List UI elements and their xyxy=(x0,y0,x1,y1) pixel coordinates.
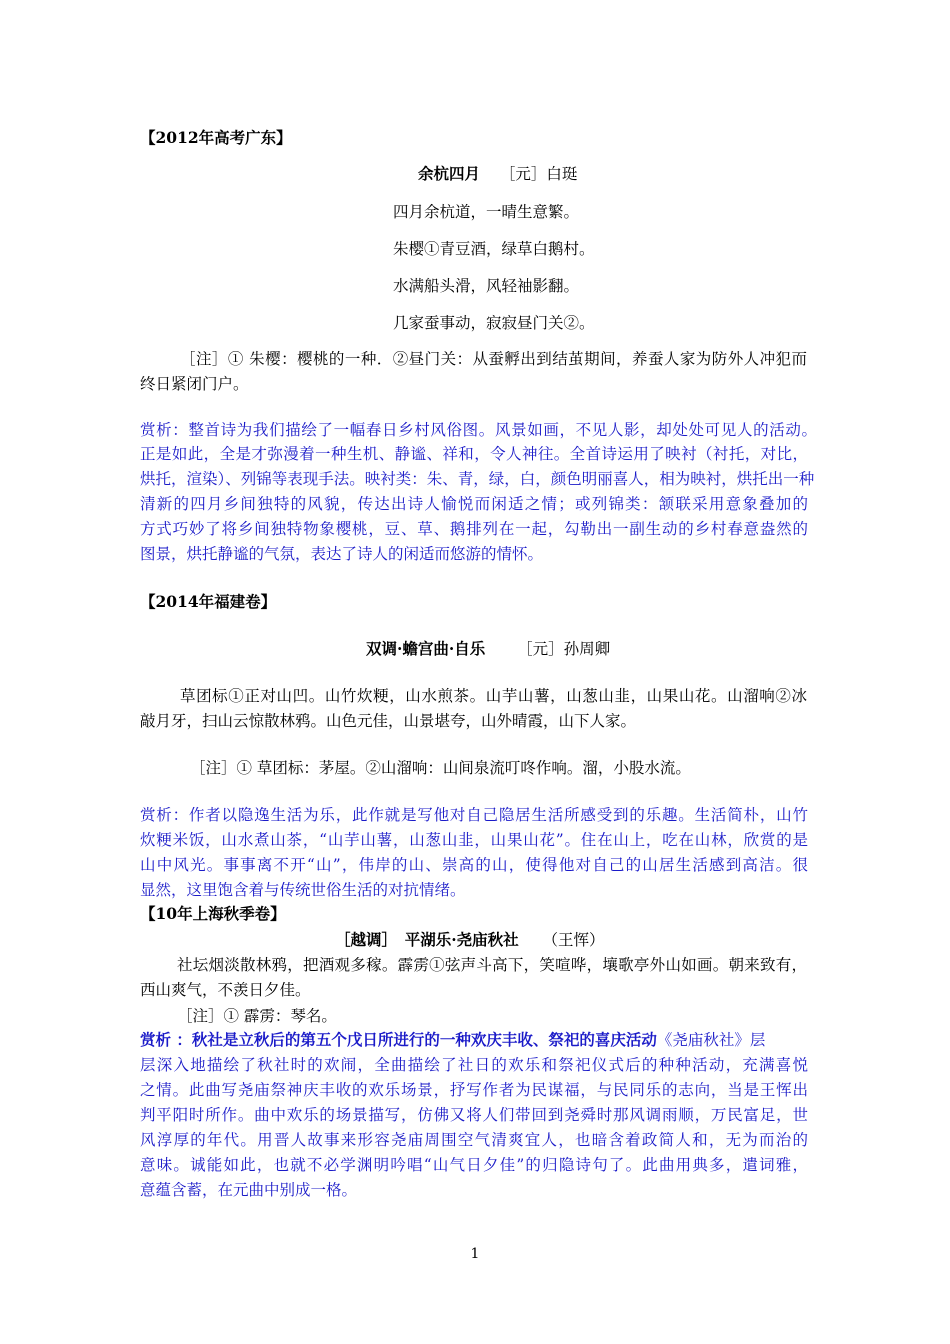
analysis-line: 烘托，渲染）、列锦等表现手法。映衬类：朱、青，绿，白，颜色明丽喜人，相为映衬，烘托出一种 xyxy=(140,470,815,488)
poem-heading xyxy=(418,162,577,186)
poem-author: （王恽） xyxy=(542,931,605,949)
analysis-line: 之情。此曲写尧庙祭神庆丰收的欢乐场景，抒写作者为民谋福，与民同乐的志向，当是王恽出 xyxy=(140,1081,808,1099)
analysis-line: 风淳厚的年代。用晋人故事来形容尧庙周围空气清爽宜人，也暗含着政简人和，无为而治的 xyxy=(140,1131,808,1149)
poem-title: 余杭四月 xyxy=(418,164,481,183)
poem-line: 朱樱①青豆酒，绿草白鹅村。 xyxy=(393,240,595,258)
poem-body-line: 敲月牙，扫山云惊散林鸦。山色元佳，山景堪夸，山外晴霞，山下人家。 xyxy=(140,712,637,730)
poem-title: ［越调］ 平湖乐·尧庙秋社 xyxy=(335,930,519,949)
poem-body-line: 草团标①正对山凹。山竹炊粳，山水煎茶。山芋山薯，山葱山韭，山果山花。山溜响②冰 xyxy=(180,687,807,705)
analysis-line: 判平阳时所作。曲中欢乐的场景描写，仿佛又将人们带回到尧舜时那风调雨顺，万民富足，世 xyxy=(140,1106,808,1124)
analysis-line: 清新的四月乡间独特的风貌，传达出诗人愉悦而闲适之情；或列锦类：颔联采用意象叠加的 xyxy=(140,495,808,513)
page-number: 1 xyxy=(470,1246,480,1262)
analysis-line: 赏析：作者以隐逸生活为乐，此作就是写他对自己隐居生活所感受到的乐趣。生活简朴，山竹 xyxy=(140,806,808,824)
poem-line: 水满船头滑，风轻袖影翻。 xyxy=(393,277,580,295)
analysis-line: 山中风光。事事离不开“山”，伟岸的山、崇高的山，使得他对自己的山居生活感到高洁。很 xyxy=(140,856,808,874)
analysis-line: 赏析：整首诗为我们描绘了一幅春日乡村风俗图。风景如画，不见人影，却处处可见人的活动。 xyxy=(140,421,817,439)
analysis-line: 意蕴含蓄，在元曲中别成一格。 xyxy=(140,1181,358,1199)
analysis-line: 层深入地描绘了秋社时的欢闹，全曲描绘了社日的欢乐和祭祀仪式后的种种活动，充满喜悦 xyxy=(140,1056,808,1074)
poem-heading xyxy=(366,637,610,661)
poem-title: 双调·蟾宫曲·自乐 xyxy=(366,639,486,658)
poem-note: ［注］① 霹雳：琴名。 xyxy=(177,1007,337,1025)
analysis-lead-rest: 《尧庙秋社》层 xyxy=(656,1031,766,1049)
section-header-2012: 【2012年高考广东】 xyxy=(140,128,292,147)
poem-note: ［注］① 朱樱：樱桃的一种．②昼门关：从蚕孵出到结茧期间，养蚕人家为防外人冲犯而 xyxy=(180,350,807,368)
poem-line: 四月余杭道，一晴生意繁。 xyxy=(393,203,580,221)
analysis-line: 炊粳米饭，山水煮山茶，“山芋山薯，山葱山韭，山果山花”。住在山上，吃在山林，欣赏的是 xyxy=(140,831,808,849)
poem-note: 终日紧闭门户。 xyxy=(140,375,249,393)
poem-body-line: 西山爽气，不羡日夕佳。 xyxy=(140,981,311,999)
analysis-line: 意味。诚能如此，也就不必学渊明吟唱“山气日夕佳”的归隐诗句了。此曲用典多，遣词雅， xyxy=(140,1156,808,1174)
section-header-2014: 【2014年福建卷】 xyxy=(140,592,277,611)
analysis-line: 方式巧妙了将乡间独特物象樱桃，豆、草、鹅排列在一起，勾勒出一副生动的乡村春意盎然的 xyxy=(140,520,808,538)
poem-line: 几家蚕事动，寂寂昼门关②。 xyxy=(393,314,595,332)
poem-body-line: 社坛烟淡散林鸦，把酒观多稼。霹雳①弦声斗高下，笑喧哗，壤歌亭外山如画。朝来致有， xyxy=(177,956,807,974)
poem-author: ［元］白珽 xyxy=(499,165,578,183)
poem-author: ［元］孙周卿 xyxy=(517,640,611,658)
analysis-bold-lead: 赏析 ：秋社是立秋后的第五个戊日所进行的一种欢庆丰收、祭祀的喜庆活动 xyxy=(140,1030,657,1049)
analysis-line: 显然，这里饱含着与传统世俗生活的对抗情绪。 xyxy=(140,881,466,899)
section-header-10-shanghai: 【10年上海秋季卷】 xyxy=(140,904,286,923)
analysis-line xyxy=(140,1028,765,1052)
analysis-line: 图景，烘托静谧的气氛，表达了诗人的闲适而悠游的情怀。 xyxy=(140,545,544,563)
analysis-line: 正是如此，全是才弥漫着一种生机、静谧、祥和，令人神往。全首诗运用了映衬（衬托，对比， xyxy=(140,445,808,463)
poem-heading xyxy=(335,928,605,952)
poem-note: ［注］① 草团标：茅屋。②山溜响：山间泉流叮咚作响。溜，小股水流。 xyxy=(190,759,691,777)
